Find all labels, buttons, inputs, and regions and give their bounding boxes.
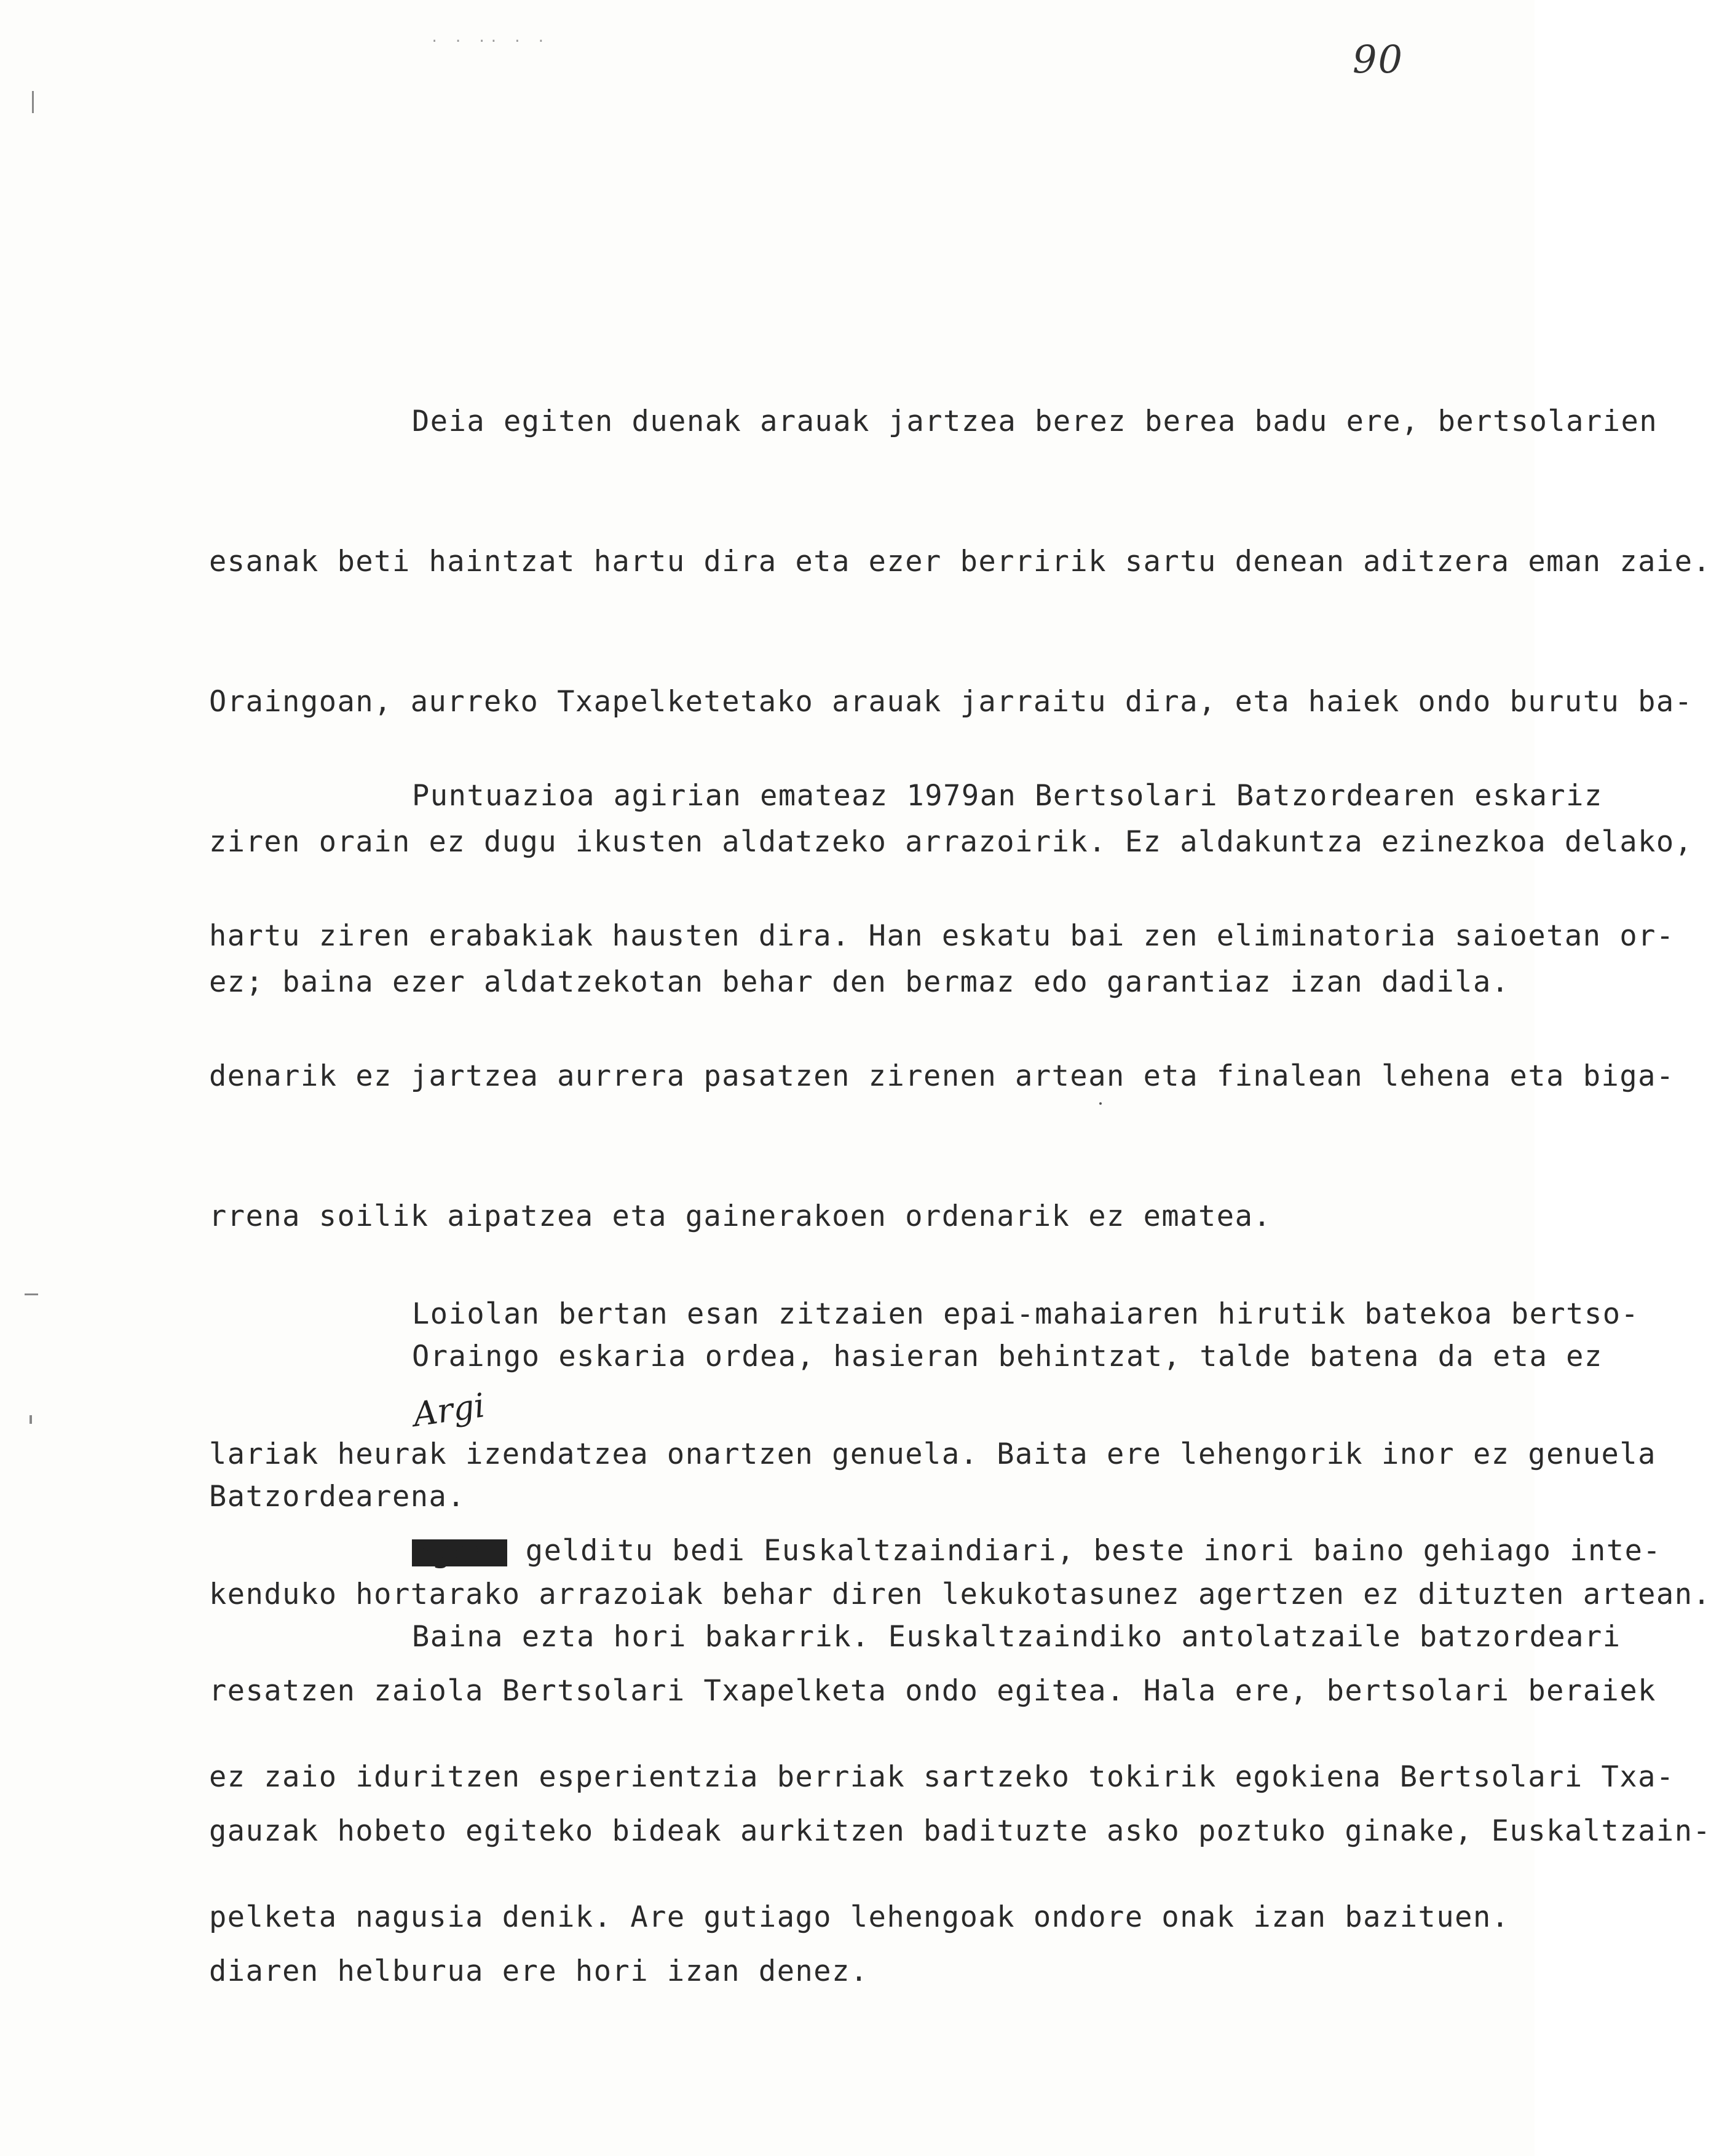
text-line: esanak beti haintzat hartu dira eta ezer berririk sartu denean aditzera eman zaie. [209, 545, 1711, 578]
scan-mark [32, 91, 34, 113]
text-line: Batzordearena. [209, 1480, 466, 1514]
text-line: rrena soilik aipatzea eta gainerakoen ordenarik ez ematea. [209, 1199, 1272, 1233]
text-line [209, 1528, 1662, 1574]
text-line: ziren orain ez dugu ikusten aldatzeko arrazoirik. Ez aldakuntza ezinezkoa delako, [209, 825, 1693, 859]
page-number: 90 [1353, 37, 1404, 82]
text-line: Loiolan bertan esan zitzaien epai-mahaiaren hirutik batekoa bertso- [412, 1297, 1640, 1331]
text-line: resatzen zaiola Bertsolari Txapelketa ondo egitea. Hala ere, bertsolari beraiek [209, 1674, 1656, 1708]
scan-specks: · · ·· · · [430, 34, 549, 49]
handwritten-correction: Argi [411, 1386, 488, 1434]
text-line: gauzak hobeto egiteko bideak aurkitzen badituzte asko poztuko ginake, Euskaltzain- [209, 1814, 1711, 1848]
text-line: Deia egiten duenak arauak jartzea berez berea badu ere, bertsolarien [412, 405, 1658, 438]
text-line: Puntuazioa agirian emateaz 1979an Bertsolari Batzordearen eskariz [412, 779, 1603, 813]
text-line: Baina ezta hori bakarrik. Euskaltzaindiko antolatzaile batzordeari [412, 1620, 1621, 1654]
text-line: ez zaio iduritzen esperientzia berriak sartzeko tokirik egokiena Bertsolari Txa- [209, 1760, 1675, 1794]
paragraph-4 [209, 1434, 1711, 2088]
text-line: diaren helburua ere hori izan denez. [209, 1954, 869, 1988]
text-line: hartu ziren erabakiak hausten dira. Han eskatu bai zen eliminatoria saioetan or- [209, 919, 1675, 953]
text-line: Oraingoan, aurreko Txapelketetako arauak jarraitu dira, eta haiek ondo burutu ba- [209, 685, 1693, 719]
scan-mark [25, 1293, 38, 1295]
text-line-rest: gelditu bedi Euskaltzaindiari, beste inori baino gehiago inte- [525, 1534, 1662, 1568]
scan-mark [30, 1415, 32, 1424]
text-line: pelketa nagusia denik. Are gutiago lehengoak ondore onak izan bazituen. [209, 1900, 1510, 1934]
text-line: lariak heurak izendatzea onartzen genuela. Baita ere lehengorik inor ez genuela [209, 1437, 1656, 1471]
text-line: denarik ez jartzea aurrera pasatzen zirenen artean eta finalean lehena eta biga- [209, 1059, 1675, 1093]
text-line: ez; baina ezer aldatzekotan behar den bermaz edo garantiaz izan dadila. [209, 965, 1510, 999]
text-line: kenduko hortarako arrazoiak behar diren lekukotasunez agertzen ez dituzten artean. [209, 1578, 1711, 1611]
text-line: Oraingo eskaria ordea, hasieran behintzat, talde batena da eta ez [412, 1340, 1603, 1373]
struck-word: Agerī [412, 1539, 507, 1566]
